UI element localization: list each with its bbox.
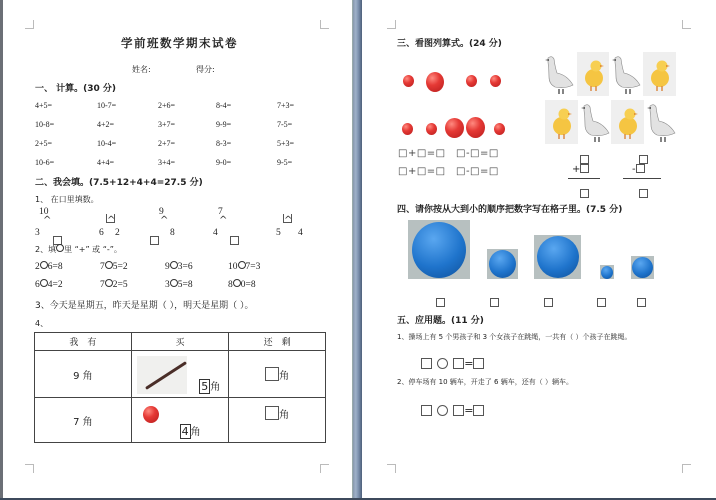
calc-item: 9-0= — [216, 158, 232, 167]
calc-item: 5+3= — [277, 139, 295, 148]
answer-box[interactable] — [265, 406, 279, 420]
bond-top: 7 — [218, 207, 223, 217]
equals-sign: = — [464, 357, 474, 370]
bond-left: 3 — [35, 228, 40, 238]
operator-item: 8 0=8 — [228, 280, 256, 290]
equation-minus-1[interactable]: □-□=□ — [456, 148, 499, 159]
calc-item: 10-6= — [35, 158, 55, 167]
bond-branch-icon: ^ — [219, 215, 228, 226]
operator-circle[interactable] — [40, 279, 48, 287]
calc-item: 7-5= — [277, 120, 293, 129]
have-amount: 9 角 — [35, 351, 132, 398]
calc-item: 8-4= — [216, 101, 232, 110]
header-buy: 买 — [131, 333, 229, 351]
answer-box[interactable] — [597, 291, 606, 310]
operator-item: 6 4=2 — [35, 280, 63, 290]
circle-icon — [56, 244, 64, 252]
bond-branch-icon: ^ — [107, 215, 116, 226]
equation-minus-2[interactable]: □-□=□ — [456, 166, 499, 177]
balloon-image — [487, 249, 518, 279]
equation-template-2 — [421, 399, 484, 418]
remain-cell: 角 — [229, 351, 326, 398]
page-2 — [362, 0, 716, 500]
section-1-heading: 一、 计算。(30 分) — [35, 84, 117, 94]
apple-image — [466, 117, 485, 138]
bond-top: 10 — [39, 207, 49, 217]
calc-item: 10-8= — [35, 120, 55, 129]
section-5-heading: 五、应用题。(11 分) — [397, 316, 484, 326]
equation-plus-2[interactable]: □+□=□ — [398, 166, 446, 177]
chick-image — [545, 100, 578, 144]
bond-branch-icon: ^ — [284, 215, 293, 226]
sum-line — [568, 178, 600, 179]
operator-circle[interactable] — [437, 358, 448, 369]
chick-image — [643, 52, 676, 96]
bond-left: 5 — [276, 228, 281, 238]
operator-item: 3 5=8 — [165, 280, 193, 290]
answer-box[interactable] — [453, 358, 464, 369]
question-2-2-label — [35, 244, 122, 255]
table-row — [35, 351, 326, 398]
price-box: 4 — [181, 425, 189, 438]
table-header-row — [35, 333, 326, 351]
apple-image — [466, 75, 477, 87]
goose-image — [644, 100, 677, 144]
margin-corner-mark — [320, 20, 329, 29]
balloon-image — [534, 235, 581, 279]
operator-sign: - — [632, 164, 645, 175]
goose-image — [609, 52, 642, 96]
q2-label-pre: 2、填 — [35, 245, 57, 254]
apple-image — [426, 123, 437, 135]
apple-image — [490, 75, 501, 87]
margin-corner-mark — [25, 20, 34, 29]
answer-box[interactable] — [580, 164, 589, 173]
calc-item: 4+5= — [35, 101, 53, 110]
q2-label-post: 里 “+” 或 “-”。 — [64, 245, 122, 254]
answer-box[interactable] — [636, 164, 645, 173]
section-3-heading: 三、看图列算式。(24 分) — [397, 39, 502, 49]
apple-image — [403, 75, 414, 87]
calc-item: 9-9= — [216, 120, 232, 129]
apple-image — [445, 118, 464, 138]
margin-corner-mark — [320, 464, 329, 473]
bond-right: 4 — [298, 228, 303, 238]
operator-circle[interactable] — [105, 279, 113, 287]
operator-item: 7 5=2 — [100, 262, 128, 272]
answer-box[interactable] — [421, 358, 432, 369]
equals-sign: = — [464, 404, 474, 417]
remain-cell: 角 — [229, 398, 326, 443]
operator-item: 2 6=8 — [35, 262, 63, 272]
operator-circle[interactable] — [437, 405, 448, 416]
operator-circle[interactable] — [233, 279, 241, 287]
answer-box[interactable] — [637, 291, 646, 310]
section-2-heading: 二、我会填。(7.5+12+4+4=27.5 分) — [35, 178, 203, 188]
page-gutter — [353, 0, 362, 500]
bond-left: 6 — [99, 228, 104, 238]
equation-plus-1[interactable]: □+□=□ — [398, 148, 446, 159]
operator-circle[interactable] — [105, 261, 113, 269]
header-have: 我 有 — [35, 333, 132, 351]
equation-template-1 — [421, 352, 484, 371]
buy-cell — [131, 398, 229, 443]
bond-top: 9 — [159, 207, 164, 217]
apple-image — [426, 72, 444, 92]
question-2-3: 3、今天是星期五，昨天是星期（ ），明天是星期（ ）。 — [35, 301, 254, 311]
calc-item: 8-3= — [216, 139, 232, 148]
answer-box[interactable] — [639, 182, 648, 201]
goose-image — [578, 100, 611, 144]
have-amount: 7 角 — [35, 398, 132, 443]
bond-branch-icon: ^ — [160, 215, 169, 226]
word-problem-2: 2、停车场有 10 辆车，开走了 6 辆车，还有（ ）辆车。 — [397, 378, 573, 386]
answer-box[interactable] — [150, 229, 159, 248]
chick-image — [611, 100, 644, 144]
operator-item: 10 7=3 — [228, 262, 261, 272]
apple-image — [494, 123, 505, 135]
balloon-image — [600, 265, 614, 279]
margin-corner-mark — [387, 464, 396, 473]
calc-item: 2+6= — [158, 101, 176, 110]
answer-box[interactable] — [473, 358, 484, 369]
bond-right: 8 — [170, 228, 175, 238]
page-1 — [3, 0, 353, 500]
margin-corner-mark — [682, 20, 691, 29]
answer-box[interactable] — [490, 291, 499, 310]
margin-corner-mark — [387, 20, 396, 29]
operator-circle[interactable] — [40, 261, 48, 269]
name-label: 姓名: — [132, 65, 151, 74]
apple-image — [143, 406, 159, 423]
answer-box[interactable] — [265, 367, 279, 381]
difference-line — [623, 178, 661, 179]
operator-item: 7 2=5 — [100, 280, 128, 290]
calc-item: 9-5= — [277, 158, 293, 167]
price-label: 5 角 — [201, 380, 221, 393]
chick-image — [577, 52, 610, 96]
calc-item: 10-7= — [97, 101, 117, 110]
operator-circle[interactable] — [170, 279, 178, 287]
answer-box[interactable] — [421, 405, 432, 416]
operator-circle[interactable] — [170, 261, 178, 269]
bond-right: 2 — [115, 228, 120, 238]
operator-sign: + — [572, 164, 589, 175]
question-2-4-label: 4、 — [35, 319, 49, 328]
header-remain: 还 剩 — [229, 333, 326, 351]
pencil-image — [137, 356, 187, 394]
word-problem-1: 1、操场上有 5 个男孩子和 3 个女孩子在跳绳，一共有（ ）个孩子在跳绳。 — [397, 333, 632, 341]
calc-item: 2+5= — [35, 139, 53, 148]
answer-box[interactable] — [473, 405, 484, 416]
answer-box[interactable] — [544, 291, 553, 310]
apple-image — [402, 123, 413, 135]
money-table — [34, 332, 326, 443]
document-title: 学前班数学期末试卷 — [121, 36, 238, 50]
answer-box[interactable] — [230, 229, 239, 248]
section-4-heading: 四、请你按从大到小的顺序把数字写在格子里。(7.5 分) — [397, 205, 623, 215]
calc-item: 4+2= — [97, 120, 115, 129]
operator-circle[interactable] — [238, 261, 246, 269]
calc-item: 10-4= — [97, 139, 117, 148]
balloon-image — [631, 256, 654, 279]
table-row — [35, 398, 326, 443]
score-label: 得分: — [196, 65, 215, 74]
margin-corner-mark — [25, 464, 34, 473]
price-box: 5 — [201, 380, 209, 393]
calc-item: 7+3= — [277, 101, 295, 110]
operator-item: 9 3=6 — [165, 262, 193, 272]
calc-item: 3+4= — [158, 158, 176, 167]
bond-branch-icon: ^ — [43, 215, 52, 226]
balloon-image — [408, 220, 470, 279]
answer-box[interactable] — [436, 291, 445, 310]
calc-item: 4+4= — [97, 158, 115, 167]
calc-item: 2+7= — [158, 139, 176, 148]
answer-box[interactable] — [580, 182, 589, 201]
buy-cell — [131, 351, 229, 398]
answer-box[interactable] — [453, 405, 464, 416]
price-label: 4 角 — [181, 425, 201, 438]
bond-left: 4 — [213, 228, 218, 238]
goose-image — [542, 52, 575, 96]
question-2-1-label: 1、 在口里填数。 — [35, 195, 99, 204]
calc-item: 3+7= — [158, 120, 176, 129]
margin-corner-mark — [682, 464, 691, 473]
